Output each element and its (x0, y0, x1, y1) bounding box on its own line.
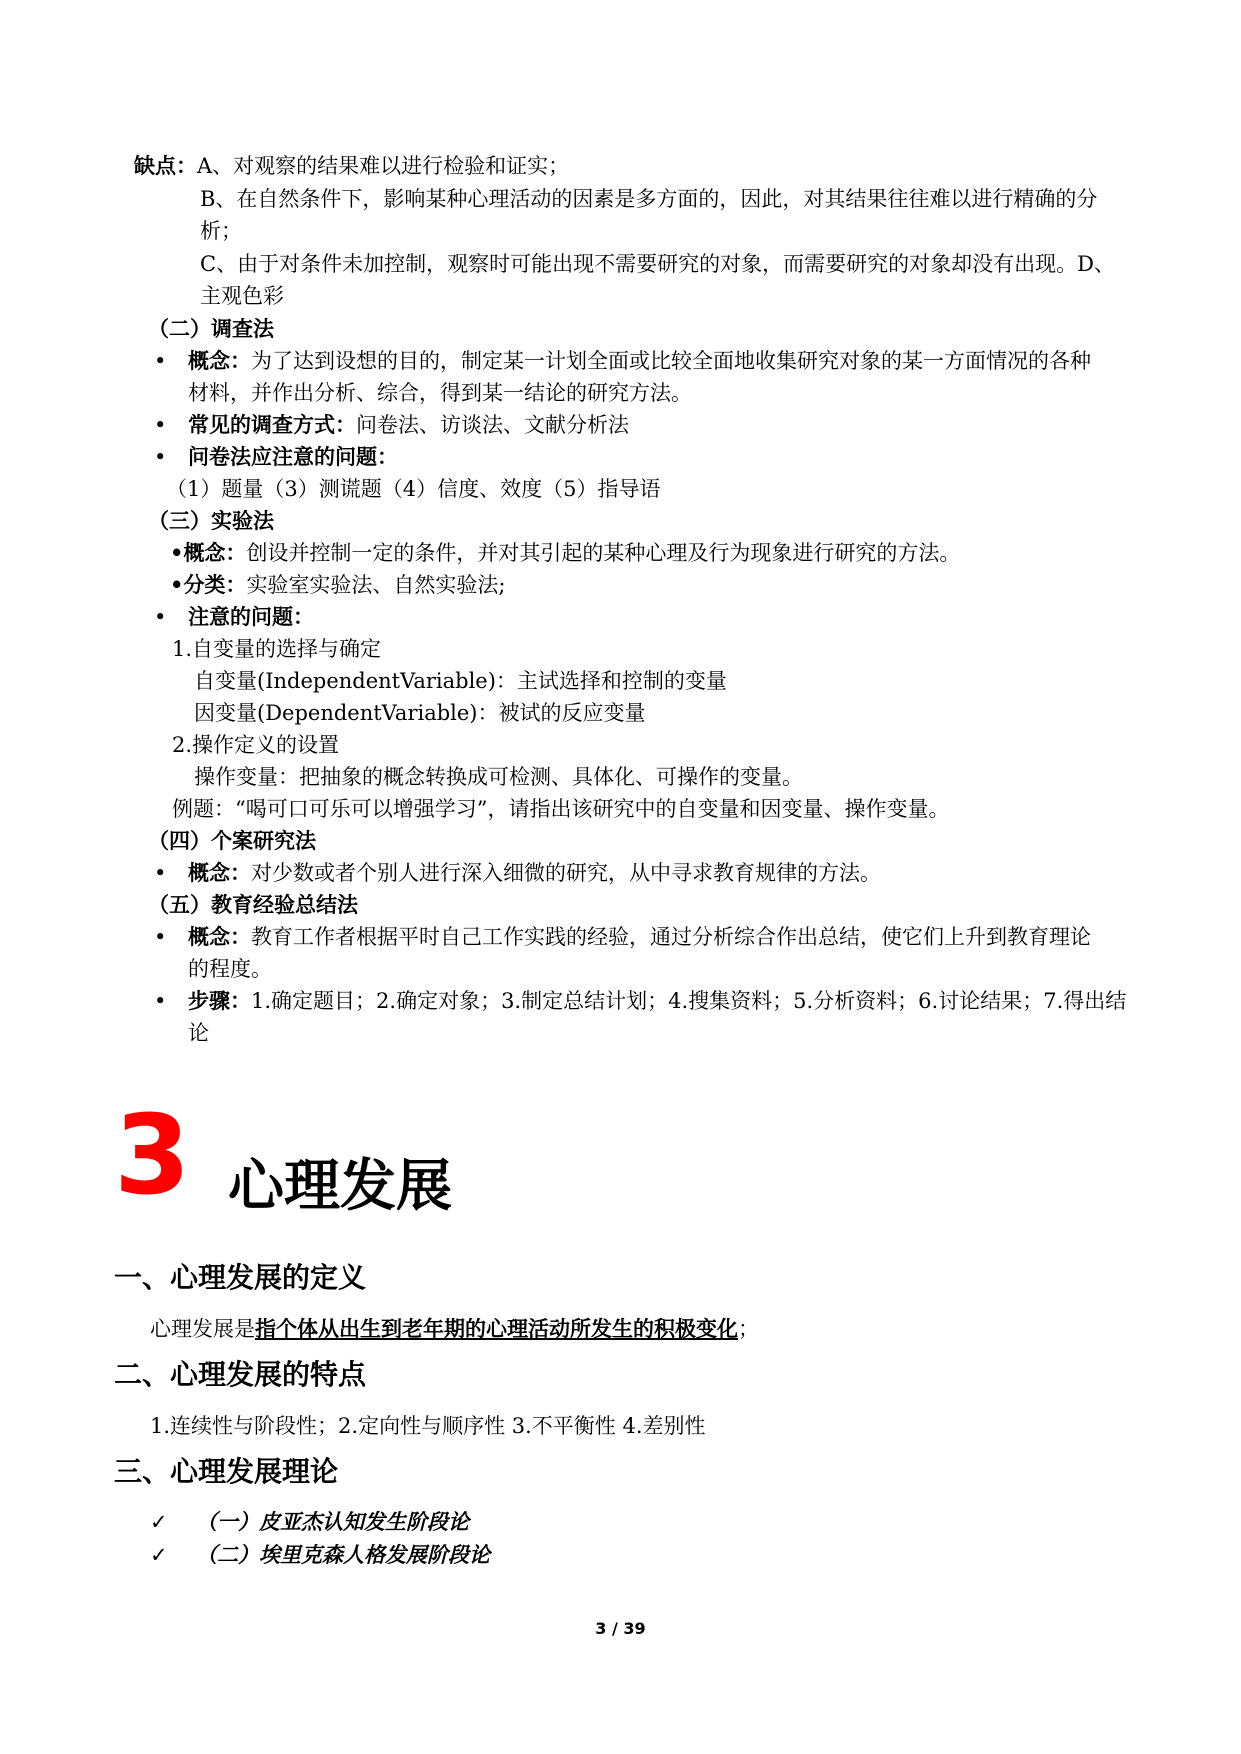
cons-c1: C、由于对条件未加控制，观察时可能出现不需要研究的对象，而需要研究的对象却没有出现。D、 (200, 252, 1115, 276)
survey-methods (188, 411, 629, 439)
case-heading: （四）个案研究法 (148, 829, 316, 853)
experiment-iv: 自变量(IndependentVariable)：主试选择和控制的变量 (194, 669, 727, 693)
experience-concept-text2: 的程度。 (188, 957, 272, 981)
cons-c2: 主观色彩 (200, 284, 284, 308)
experience-steps-line1 (188, 987, 1126, 1015)
experiment-class-label: 分类： (183, 573, 247, 597)
survey-heading: （二）调查法 (148, 317, 274, 341)
cons-label: 缺点： (134, 154, 197, 178)
experiment-concept-bullet: • (170, 541, 184, 565)
experience-steps-text2: 论 (188, 1021, 209, 1045)
bullet-icon: • (154, 445, 167, 469)
case-concept-label: 概念： (188, 861, 251, 885)
cons-b2: 析； (200, 219, 242, 243)
survey-concept-line1 (188, 347, 1091, 375)
case-concept (188, 859, 881, 887)
survey-concept-text2: 材料，并作出分析、综合，得到某一结论的研究方法。 (188, 381, 692, 405)
experiment-class (170, 571, 506, 599)
experiment-issues-label: 注意的问题： (188, 605, 314, 629)
section1-definition: 指个体从出生到老年期的心理活动所发生的积极变化 (255, 1317, 738, 1341)
experiment-class-bullet: • (170, 573, 184, 597)
section1-suffix: ； (738, 1317, 759, 1341)
section2-text: 1.连续性与阶段性；2.定向性与顺序性 3.不平衡性 4.差别性 (150, 1414, 706, 1438)
survey-methods-label: 常见的调查方式： (188, 413, 356, 437)
bullet-icon: • (154, 861, 167, 885)
case-concept-text: 对少数或者个别人进行深入细微的研究，从中寻求教育规律的方法。 (251, 861, 881, 885)
section1-text (150, 1315, 759, 1343)
section1-prefix: 心理发展是 (150, 1317, 255, 1341)
section3-heading: 三、心理发展理论 (114, 1455, 339, 1488)
experiment-class-text: 实验室实验法、自然实验法; (246, 573, 506, 597)
experience-concept-text1: 教育工作者根据平时自己工作实践的经验，通过分析综合作出总结，使它们上升到教育理论 (251, 925, 1091, 949)
experiment-concept (170, 539, 960, 567)
survey-issues-text: （1）题量（3）测谎题（4）信度、效度（5）指导语 (166, 477, 661, 501)
bullet-icon: • (154, 605, 167, 629)
bullet-icon: • (154, 989, 167, 1013)
experiment-concept-label: 概念： (183, 541, 247, 565)
experience-steps-text1: 1.确定题目；2.确定对象；3.制定总结计划；4.搜集资料；5.分析资料；6.讨论结果；7.得出结 (251, 989, 1127, 1013)
checkmark-icon: ✓ (150, 1543, 168, 1567)
experience-steps-label: 步骤： (188, 989, 251, 1013)
survey-methods-text: 问卷法、访谈法、文献分析法 (356, 413, 629, 437)
bullet-icon: • (154, 925, 167, 949)
section2-heading: 二、心理发展的特点 (114, 1358, 367, 1391)
experiment-dv: 因变量(DependentVariable)：被试的反应变量 (194, 701, 646, 725)
experiment-example: 例题：“喝可口可乐可以增强学习”，请指出该研究中的自变量和因变量、操作变量。 (172, 797, 950, 821)
checkmark-icon: ✓ (150, 1510, 168, 1534)
survey-issues-label: 问卷法应注意的问题： (188, 445, 398, 469)
experiment-heading: （三）实验法 (148, 509, 274, 533)
section1-heading: 一、心理发展的定义 (114, 1261, 367, 1294)
page-number: 3 / 39 (595, 1619, 646, 1638)
experiment-item1: 1.自变量的选择与确定 (172, 637, 382, 661)
survey-concept-label: 概念： (188, 349, 251, 373)
bullet-icon: • (154, 349, 167, 373)
cons-line-a (134, 152, 569, 180)
theory-item-piaget: （一）皮亚杰认知发生阶段论 (196, 1509, 469, 1534)
chapter-title: 心理发展 (228, 1154, 452, 1219)
experience-concept-label: 概念： (188, 925, 251, 949)
cons-b1: B、在自然条件下，影响某种心理活动的因素是多方面的，因此，对其结果往往难以进行精确的分 (200, 187, 1098, 211)
experiment-item2: 2.操作定义的设置 (172, 733, 340, 757)
survey-concept-text1: 为了达到设想的目的，制定某一计划全面或比较全面地收集研究对象的某一方面情况的各种 (251, 349, 1091, 373)
experiment-op: 操作变量：把抽象的概念转换成可检测、具体化、可操作的变量。 (194, 765, 803, 789)
chapter-number: 3 (114, 1091, 191, 1219)
experience-concept-line1 (188, 923, 1091, 951)
cons-a: A、对观察的结果难以进行检验和证实； (197, 154, 570, 178)
bullet-icon: • (154, 413, 167, 437)
experience-heading: （五）教育经验总结法 (148, 893, 358, 917)
experiment-concept-text: 创设并控制一定的条件，并对其引起的某种心理及行为现象进行研究的方法。 (246, 541, 961, 565)
theory-item-erikson: （二）埃里克森人格发展阶段论 (196, 1542, 490, 1567)
